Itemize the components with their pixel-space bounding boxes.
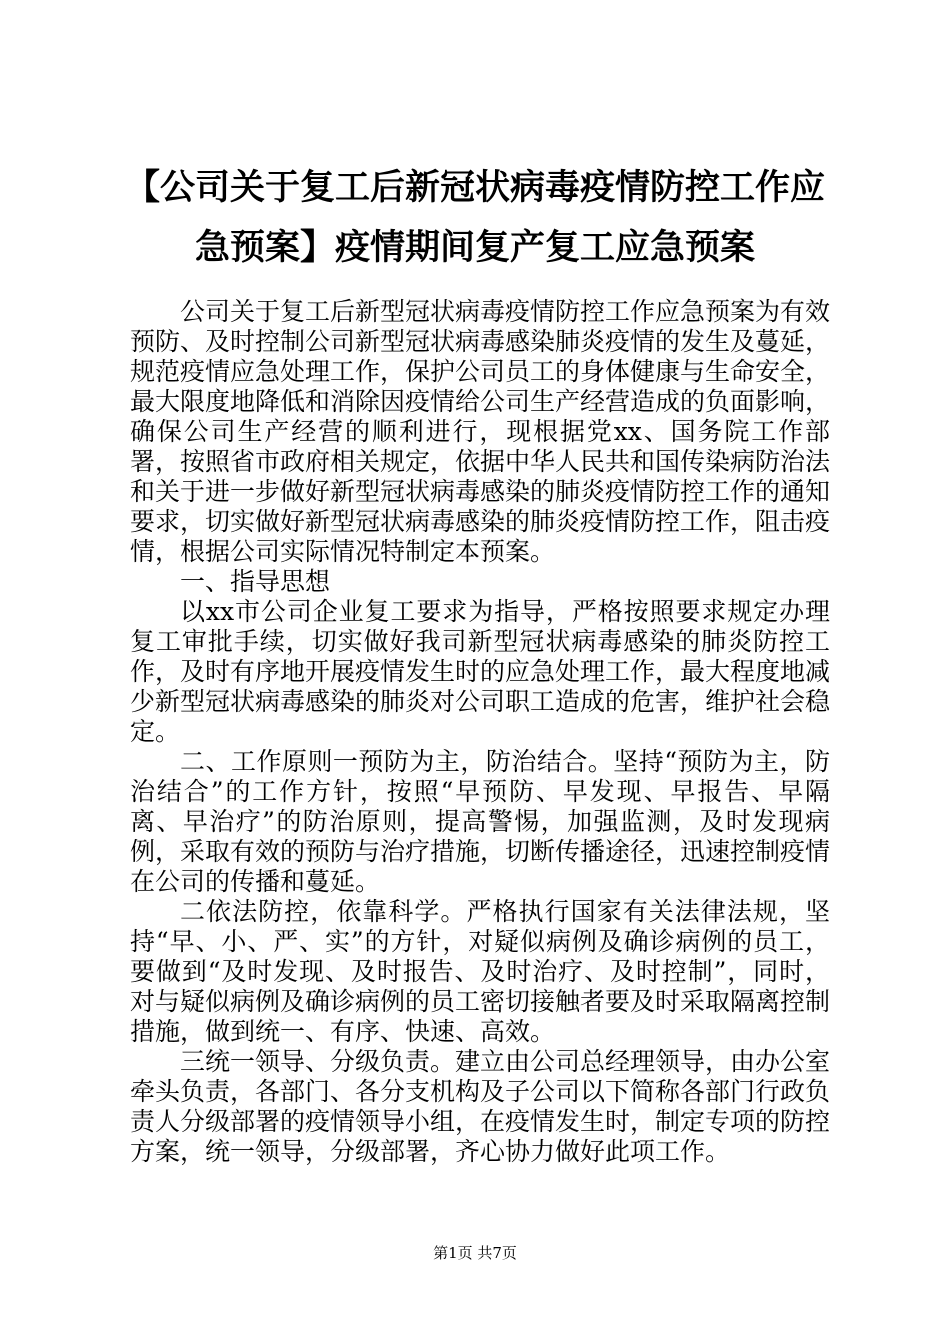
heading-guiding-ideology: 一、指导思想	[180, 567, 331, 596]
paragraph-intro: 公司关于复工后新型冠状病毒疫情防控工作应急预案为有效预防、及时控制公司新型冠状病毒感染肺炎疫情的发生及蔓延，规范疫情应急处理工作，保护公司员工的身体健康与生命安全，最大限度地降低和消除因疫情给公司生产经营造成的负面影响，确保公司生产经营的顺利进行，现根据党xx、国务院工作部署，按照省市政府相关规定，依据中华人民共和国传染病防治法和关于进一步做好新型冠状病毒感染的肺炎疫情防控工作的通知要求，切实做好新型冠状病毒感染的肺炎疫情防控工作，阻击疫情，根据公司实际情况特制定本预案。	[130, 297, 831, 566]
paragraph-guiding-ideology: 以xx市公司企业复工要求为指导，严格按照要求规定办理复工审批手续，切实做好我司新型冠状病毒感染的肺炎防控工作，及时有序地开展疫情发生时的应急处理工作，最大程度地减少新型冠状病毒感染的肺炎对公司职工造成的危害，维护社会稳定。	[130, 597, 831, 746]
paragraph-legal-prevention: 二依法防控，依靠科学。严格执行国家有关法律法规，坚持“早、小、严、实”的方针，对疑似病例及确诊病例的员工，要做到“及时发现、及时报告、及时治疗、及时控制”，同时，对与疑似病例及确诊病例的员工密切接触者要及时采取隔离控制措施，做到统一、有序、快速、高效。	[130, 897, 831, 1046]
paragraph-work-principles: 二、工作原则一预防为主，防治结合。坚持“预防为主，防治结合”的工作方针，按照“早预防、早发现、早报告、早隔离、早治疗”的防治原则，提高警惕，加强监测，及时发现病例，采取有效的预防与治疗措施，切断传播途径，迅速控制疫情在公司的传播和蔓延。	[130, 747, 831, 896]
document-title: 【公司关于复工后新冠状病毒疫情防控工作应急预案】疫情期间复产复工应急预案	[124, 167, 825, 268]
page-footer: 第1页 共7页	[433, 1244, 517, 1262]
paragraph-unified-leadership: 三统一领导、分级负责。建立由公司总经理领导，由办公室牵头负责，各部门、各分支机构及子公司以下简称各部门行政负责人分级部署的疫情领导小组，在疫情发生时，制定专项的防控方案，统一领导，分级部署，齐心协力做好此项工作。	[130, 1047, 831, 1166]
document-body	[130, 297, 830, 1167]
